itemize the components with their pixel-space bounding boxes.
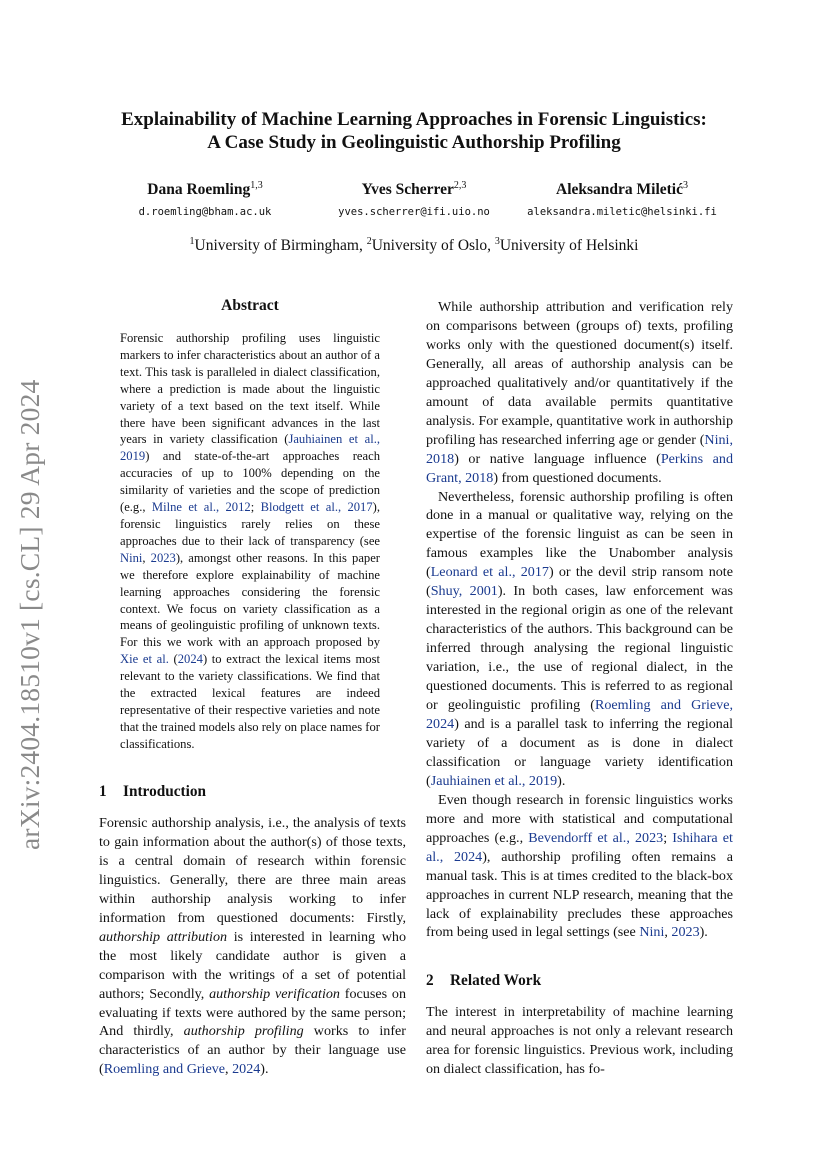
related-paragraph-1: The interest in interpretability of machine learning and neural approaches is not only a relevant research area for forensic linguistics. Previous work, including on dialect classification, has fo- — [426, 1004, 733, 1077]
citation-link[interactable]: Milne et al., 2012 — [151, 500, 251, 515]
author-sup: 2,3 — [453, 180, 467, 191]
author-sup: 1,3 — [250, 180, 263, 191]
citation-link[interactable]: Blodgett et al., 2017 — [260, 500, 373, 515]
author-name: Aleksandra Miletić$^3$ — [556, 180, 688, 199]
citation-link[interactable]: Nini — [639, 924, 665, 941]
citation-link[interactable]: Bevendorff et al., 2023 — [528, 829, 664, 846]
citation-link[interactable]: 2024 — [232, 1061, 261, 1078]
author-block-2 — [324, 176, 504, 221]
author-block-1 — [130, 176, 280, 221]
abstract-heading: Abstract — [221, 297, 279, 314]
author-email[interactable]: aleksandra.miletic@helsinki.fi — [527, 206, 717, 219]
intro-paragraph-4: Even though research in forensic linguistics works more and more with statistical and computational approaches (e.g., Bevendorff et al., 2023; Ishihara et al., 2024), authorship profiling often remains a manual task. This is at times credited to the black-box approaches in current NLP research, meaning that the lack of explainability precludes these approaches from being used in legal settings (see Nini, 2023). — [426, 791, 734, 941]
citation-link[interactable]: Perkins and Grant, 2018 — [426, 450, 733, 486]
citation-link[interactable]: 2023 — [150, 550, 176, 565]
citation-link[interactable]: 2024 — [177, 652, 203, 667]
right-column-text — [426, 298, 733, 942]
title-line-1: Explainability of Machine Learning Approaches in Forensic Linguistics: — [121, 109, 707, 130]
citation-link[interactable]: Leonard et al., 2017 — [430, 564, 549, 581]
citation-link[interactable]: Jauhiainen et al., 2019 — [430, 772, 558, 789]
section-heading-related-work: 2 Related Work — [426, 972, 542, 989]
author-block-3 — [522, 176, 722, 221]
citation-link[interactable]: Xie et al. — [120, 652, 169, 667]
citation-link[interactable]: Ishihara et al., 2024 — [426, 829, 733, 865]
citation-link[interactable]: Roemling and Grieve — [103, 1061, 226, 1078]
author-name: Yves Scherrer$^{2,3}$ — [361, 180, 467, 199]
author-email[interactable]: d.roemling@bham.ac.uk — [138, 206, 272, 219]
citation-link[interactable]: Shuy, 2001 — [430, 583, 498, 600]
intro-paragraph-1: Forensic authorship analysis, i.e., the analysis of texts to gain information about the author(s) of those texts, is a central domain of research within forensic linguistics. Generally, there are three main areas within authorship analysis working to infer information from questioned documents: Firstly, authorship attribution is interested in learning who the most likely candidate author is given a comparison with the writings of a set of potential authors; Secondly, authorship verification focuses on evaluating if texts were authored by the same person; And thirdly, authorship profiling works to infer characteristics of an author by their language use (Roemling and Grieve, 2024). — [99, 815, 407, 1078]
abstract-text: Forensic authorship profiling uses linguistic markers to infer characteristics about an author of a text. This task is paralleled in dialect classification, where a prediction is made about the linguistic variety of a text based on the text itself. While there have been significant advances in the last years in variety classification (Jauhiainen et al., 2019) and state-of-the-art approaches reach accuracies of up to 100% depending on the similarity of varieties and the scope of prediction (e.g., Milne et al., 2012; Blodgett et al., 2017), forensic linguistics rarely relies on these approaches due to their lack of transparency (see Nini, 2023), amongst other reasons. In this paper we therefore explore explainability of machine learning approaches considering the forensic context. We focus on variety classification as a means of geolinguistic profiling of unknown texts. For this we work with an approach proposed by Xie et al. (2024) to extract the lexical items most relevant to the variety classifications. We find that the extracted lexical features are indeed representative of their respective varieties and note that the trained models also rely on place names for classifications. — [120, 331, 380, 751]
arxiv-identifier: arXiv:2404.18510v1 [cs.CL] 29 Apr 2024 — [14, 379, 45, 850]
intro-paragraph-2: While authorship attribution and verification rely on comparisons between (groups of) texts, profiling works only with the questioned document(s) itself. Generally, all areas of authorship analysis can be approached qualitatively and/or quantitatively if the amount of data available permits quantitative analysis. For example, quantitative work in authorship profiling has researched inferring age or gender (Nini, 2018) or native language influence (Perkins and Grant, 2018) from questioned documents. — [426, 299, 733, 486]
citation-link[interactable]: Roemling and Grieve, 2024 — [426, 697, 733, 732]
author-email[interactable]: yves.scherrer@ifi.uio.no — [338, 206, 490, 219]
author-sup: 3 — [683, 180, 688, 191]
section-heading-introduction: 1 Introduction — [99, 783, 207, 800]
paper-title — [80, 108, 748, 154]
author-name: Dana Roemling$^{1,3}$ — [147, 180, 263, 199]
citation-link[interactable]: 2023 — [671, 924, 700, 941]
citation-link[interactable]: Jauhiainen et al., 2019 — [120, 432, 380, 464]
citation-link[interactable]: Nini — [120, 550, 143, 565]
citation-link[interactable]: Nini, 2018 — [426, 431, 733, 467]
title-line-2: A Case Study in Geolinguistic Authorship Profiling — [207, 132, 621, 153]
affiliations: $^1$University of Birmingham, $^2$University of Oslo, $^3$University of Helsinki — [189, 236, 639, 255]
intro-paragraph-3: Nevertheless, forensic authorship profiling is often done in a manual or qualitative way, relying on the expertise of the forensic linguist as can be seen in famous examples like the Unabomber analysis (Leonard et al., 2017) or the devil strip ransom note (Shuy, 2001). In both cases, law enforcement was interested in the regional origin as one of the relevant characteristics of the authors. This background can be inferred through analysing the regional linguistic variation, i.e., the use of regional dialect, in the questioned documents. This is referred to as regional or geolinguistic profiling (Roemling and Grieve, 2024) and is a parallel task to inferring the regional variety of a document as is done in dialect classification or language variety identification (Jauhiainen et al., 2019). — [426, 488, 733, 789]
